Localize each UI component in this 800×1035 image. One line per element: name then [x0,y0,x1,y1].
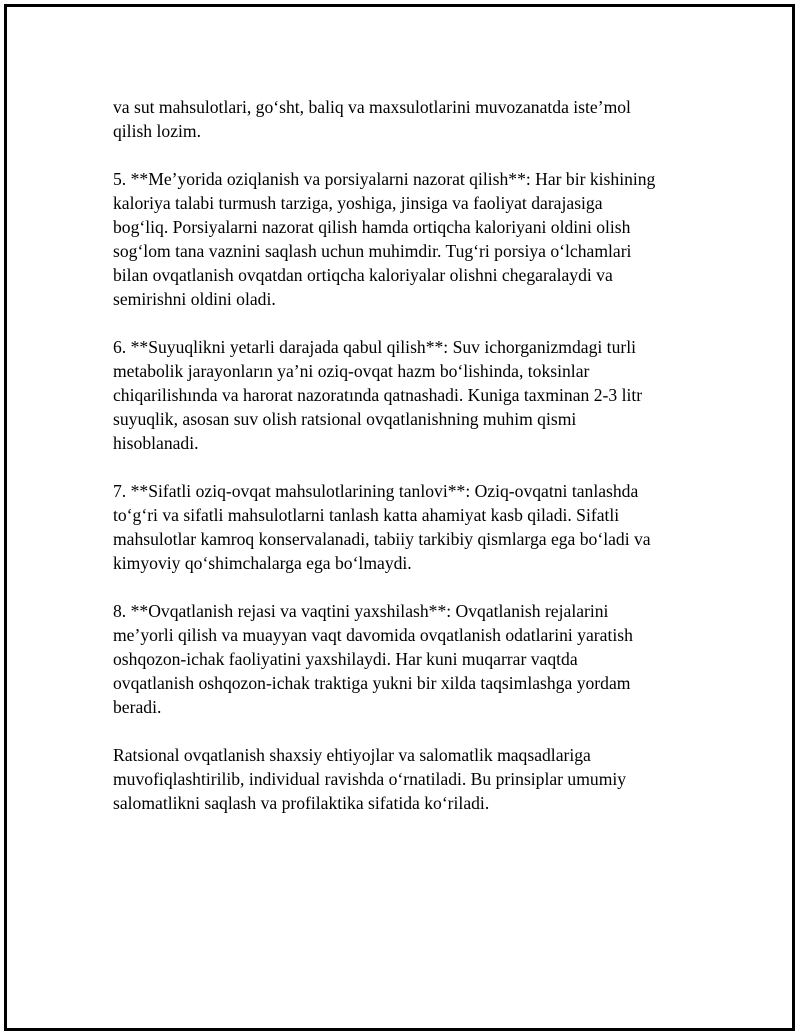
text-line: bogʻliq. Porsiyalarni nazorat qilish hamda ortiqcha kaloriyani oldini olish [113,217,631,237]
text-line: salomatlikni saqlash va profilaktika sifatida koʻriladi. [113,793,490,813]
text-line: muvofiqlashtirilib, individual ravishda oʻrnatiladi. Bu prinsiplar umumiy [113,769,627,789]
text-line: suyuqlik, asosan suv olish ratsional ovqatlanishning muhim qismi [113,409,577,429]
document-body [113,95,703,839]
text-line: semirishni oldini oladi. [113,289,276,309]
text-line: 6. **Suyuqlikni yetarli darajada qabul qilish**: Suv ichorganizmdagi turli [113,337,637,357]
text-line: kaloriya talabi turmush tarziga, yoshiga, jinsiga va faoliyat darajasiga [113,193,603,213]
text-line: beradi. [113,697,162,717]
text-line: meʼyorli qilish va muayyan vaqt davomida ovqatlanish odatlarini yaratish [113,625,633,645]
text-line: va sut mahsulotlari, goʻsht, baliq va maxsulotlarini muvozanatda isteʼmol [113,97,631,117]
text-line: 5. **Meʼyorida oziqlanish va porsiyalarni nazorat qilish**: Har bir kishining [113,169,656,189]
text-line: hisoblanadi. [113,433,199,453]
text-line: qilish lozim. [113,121,201,141]
text-line: kimyoviy qoʻshimchalarga ega boʻlmaydi. [113,553,412,573]
text-line: metabolik jarayonların yaʼni oziq-ovqat hazm boʻlishinda, toksinlar [113,361,590,381]
text-line: 7. **Sifatli oziq-ovqat mahsulotlarining tanlovi**: Oziq-ovqatni tanlashda [113,481,639,501]
text-line: bilan ovqatlanish ovqatdan ortiqcha kaloriyalar olishni chegaralaydi va [113,265,613,285]
text-line: 8. **Ovqatlanish rejasi va vaqtini yaxshilash**: Ovqatlanish rejalarini [113,601,609,621]
text-line: chiqarilishında va harorat nazoratında qatnashadi. Kuniga taxminan 2-3 litr [113,385,643,405]
text-line: ovqatlanish oshqozon-ichak traktiga yukni bir xilda taqsimlashga yordam [113,673,631,693]
paragraph-item-7 [113,479,703,575]
paragraph-continuation [113,95,703,143]
paragraph-conclusion [113,743,703,815]
text-line: Ratsional ovqatlanish shaxsiy ehtiyojlar va salomatlik maqsadlariga [113,745,591,765]
text-line: mahsulotlar kamroq konservalanadi, tabiiy tarkibiy qismlarga ega boʻladi va [113,529,651,549]
paragraph-item-6 [113,335,703,455]
text-line: sogʻlom tana vaznini saqlash uchun muhimdir. Tugʻri porsiya oʻlchamlari [113,241,632,261]
paragraph-item-5 [113,167,703,311]
text-line: oshqozon-ichak faoliyatini yaxshilaydi. Har kuni muqarrar vaqtda [113,649,578,669]
text-line: toʻgʻri va sifatli mahsulotlarni tanlash katta ahamiyat kasb qiladi. Sifatli [113,505,620,525]
paragraph-item-8 [113,599,703,719]
